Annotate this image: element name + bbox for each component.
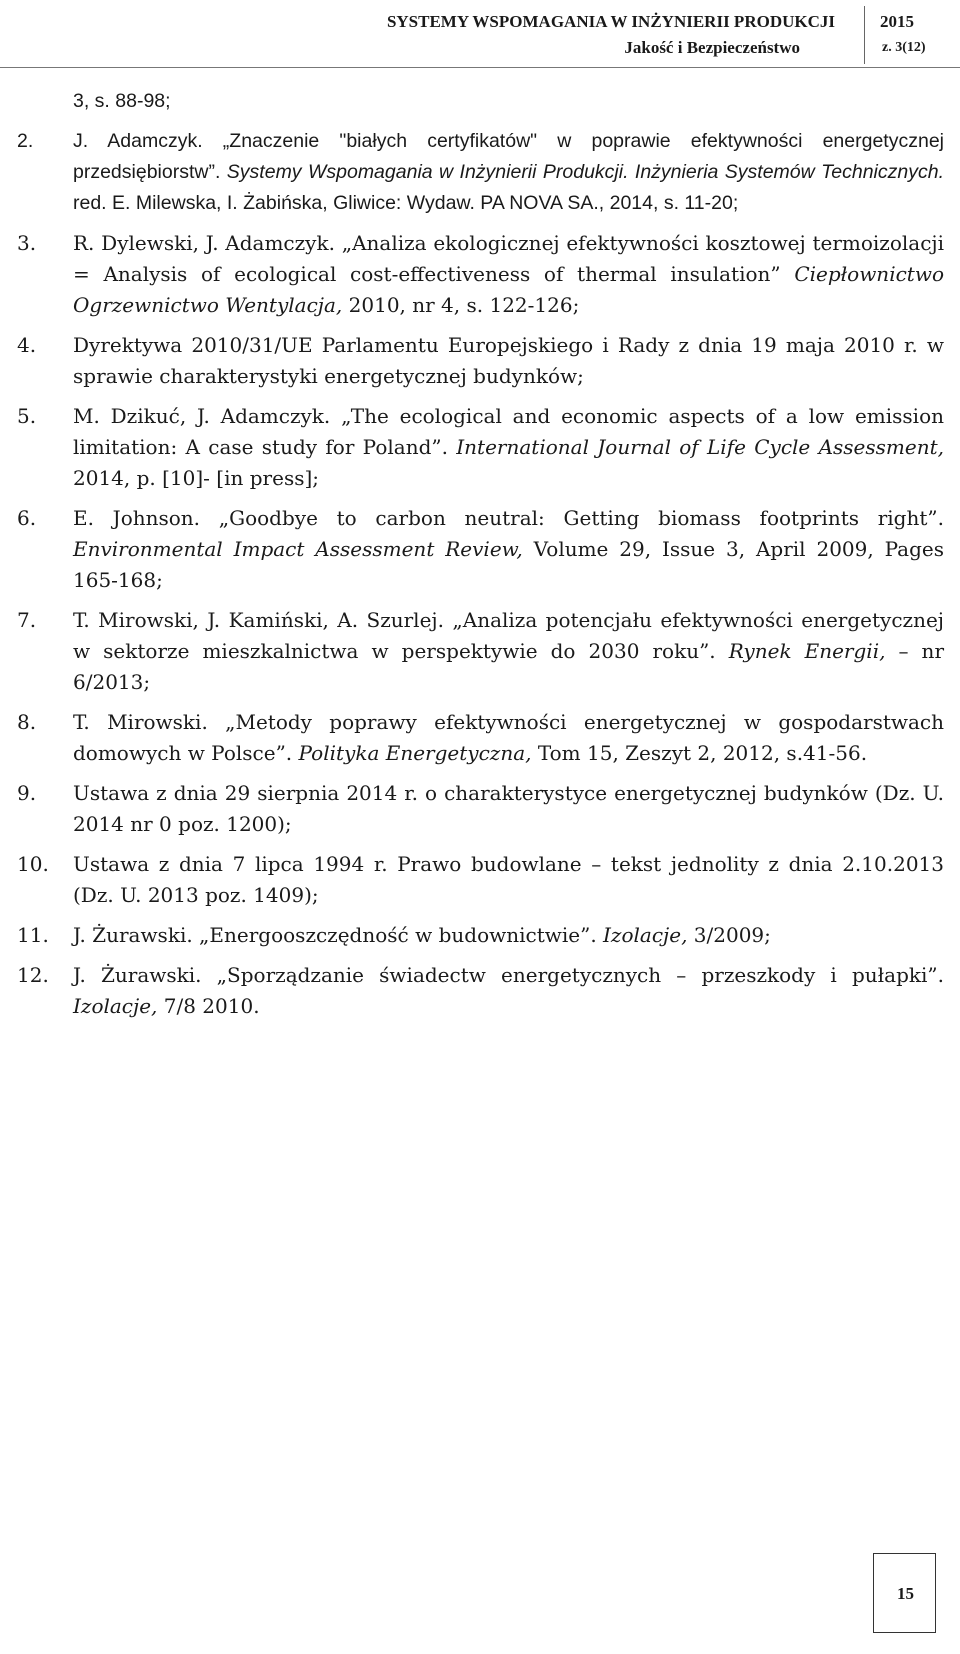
reference-number: 9. <box>17 781 37 805</box>
reference-number: 7. <box>17 608 37 632</box>
reference-number: 12. <box>17 963 49 987</box>
reference-item <box>0 849 944 911</box>
reference-source: Ciepłownictwo Ogrzewnictwo Wentylacja, <box>73 262 944 317</box>
reference-number: 8. <box>17 710 37 734</box>
reference-source: Izolacje, <box>73 994 158 1018</box>
reference-text: red. E. Milewska, I. Żabińska, Gliwice: Wydaw. PA NOVA SA., 2014, s. 11-20; <box>73 192 739 214</box>
reference-text: Ustawa z dnia 29 sierpnia 2014 r. o charakterystyce energetycznej budynków (Dz. U. 2014 nr 0 poz. 1200); <box>73 781 944 836</box>
journal-issue: z. 3(12) <box>882 40 926 55</box>
reference-item <box>0 605 944 698</box>
reference-item <box>0 126 944 219</box>
reference-continuation: 3, s. 88-98; <box>73 90 171 112</box>
reference-number: 2. <box>17 130 34 152</box>
reference-source: Izolacje, <box>603 923 688 947</box>
reference-text: Ustawa z dnia 7 lipca 1994 r. Prawo budowlane – tekst jednolity z dnia 2.10.2013 (Dz. U. 2013 poz. 1409); <box>73 852 944 907</box>
reference-number: 11. <box>17 923 49 947</box>
page-number-box <box>873 1553 936 1633</box>
reference-source: Systemy Wspomagania w Inżynierii Produkcji. Inżynieria Systemów Technicznych. <box>226 161 944 183</box>
reference-text: R. Dylewski, J. Adamczyk. <box>73 231 342 255</box>
header-rule <box>0 67 960 68</box>
reference-source: Rynek Energii, <box>728 639 886 663</box>
reference-number: 3. <box>17 231 37 255</box>
reference-text: 2010, nr 4, s. 122-126; <box>342 293 580 317</box>
reference-source: Polityka Energetyczna, <box>298 741 532 765</box>
reference-item <box>0 707 944 769</box>
reference-text: 7/8 2010. <box>157 994 260 1018</box>
reference-number: 4. <box>17 333 37 357</box>
page-number: 15 <box>897 1584 914 1603</box>
reference-number: 6. <box>17 506 37 530</box>
reference-source: International Journal of Life Cycle Assessment, <box>456 435 944 459</box>
reference-text: M. Dzikuć, J. Adamczyk. „The ecological and economic aspects of a low emission limitation: A case study for Poland”. <box>73 404 944 459</box>
reference-item <box>0 401 944 494</box>
reference-text: 2014, p. [10]- [in press]; <box>73 466 320 490</box>
reference-text: T. Mirowski. „Metody poprawy efektywności energetycznej w gospodarstwach domowych w Polsce”. <box>73 710 944 765</box>
reference-item <box>0 228 944 321</box>
page-header <box>0 0 960 70</box>
reference-text: Volume 29, Issue 3, April 2009, Pages 165-168; <box>73 537 944 592</box>
journal-year: 2015 <box>880 12 914 31</box>
reference-text: T. Mirowski, J. Kamiński, A. Szurlej. „Analiza potencjału efektywności energetycznej w sektorze mieszkalnictwa w perspektywie do 2030 roku”. <box>73 608 944 663</box>
reference-text: J. Żurawski. „Sporządzanie świadectw energetycznych – przeszkody i pułapki”. <box>73 963 944 987</box>
reference-text: 3/2009; <box>687 923 771 947</box>
reference-text: Dyrektywa 2010/31/UE Parlamentu Europejskiego i Rady z dnia 19 maja 2010 r. w sprawie charakterystyki energetycznej budynków; <box>73 333 944 388</box>
reference-text: J. Adamczyk. „Znaczenie "białych certyfikatów" w poprawie efektywności energetycznej przedsiębiorstw”. <box>73 130 944 183</box>
reference-text: „Analiza ekologicznej efektywności kosztowej termoizolacji = Analysis of ecological cost-effectiveness of thermal insulation” <box>73 231 944 286</box>
header-separator <box>864 6 865 64</box>
reference-item <box>0 920 944 951</box>
reference-item <box>0 778 944 840</box>
reference-text: Tom 15, Zeszyt 2, 2012, s.41-56. <box>531 741 868 765</box>
reference-item <box>0 330 944 392</box>
reference-item <box>0 503 944 596</box>
reference-number: 10. <box>17 852 49 876</box>
reference-source: Environmental Impact Assessment Review, <box>73 537 523 561</box>
reference-items <box>0 126 960 1022</box>
reference-text: – nr 6/2013; <box>73 639 944 694</box>
reference-item <box>0 960 944 1022</box>
journal-title: SYSTEMY WSPOMAGANIA W INŻYNIERII PRODUKCJI <box>386 12 835 31</box>
reference-list <box>0 86 960 1031</box>
reference-text: E. Johnson. „Goodbye to carbon neutral: Getting biomass footprints right”. <box>73 506 944 530</box>
reference-text: J. Żurawski. „Energooszczędność w budownictwie”. <box>73 923 604 947</box>
reference-number: 5. <box>17 404 37 428</box>
journal-subtitle: Jakość i Bezpieczeństwo <box>624 38 800 57</box>
